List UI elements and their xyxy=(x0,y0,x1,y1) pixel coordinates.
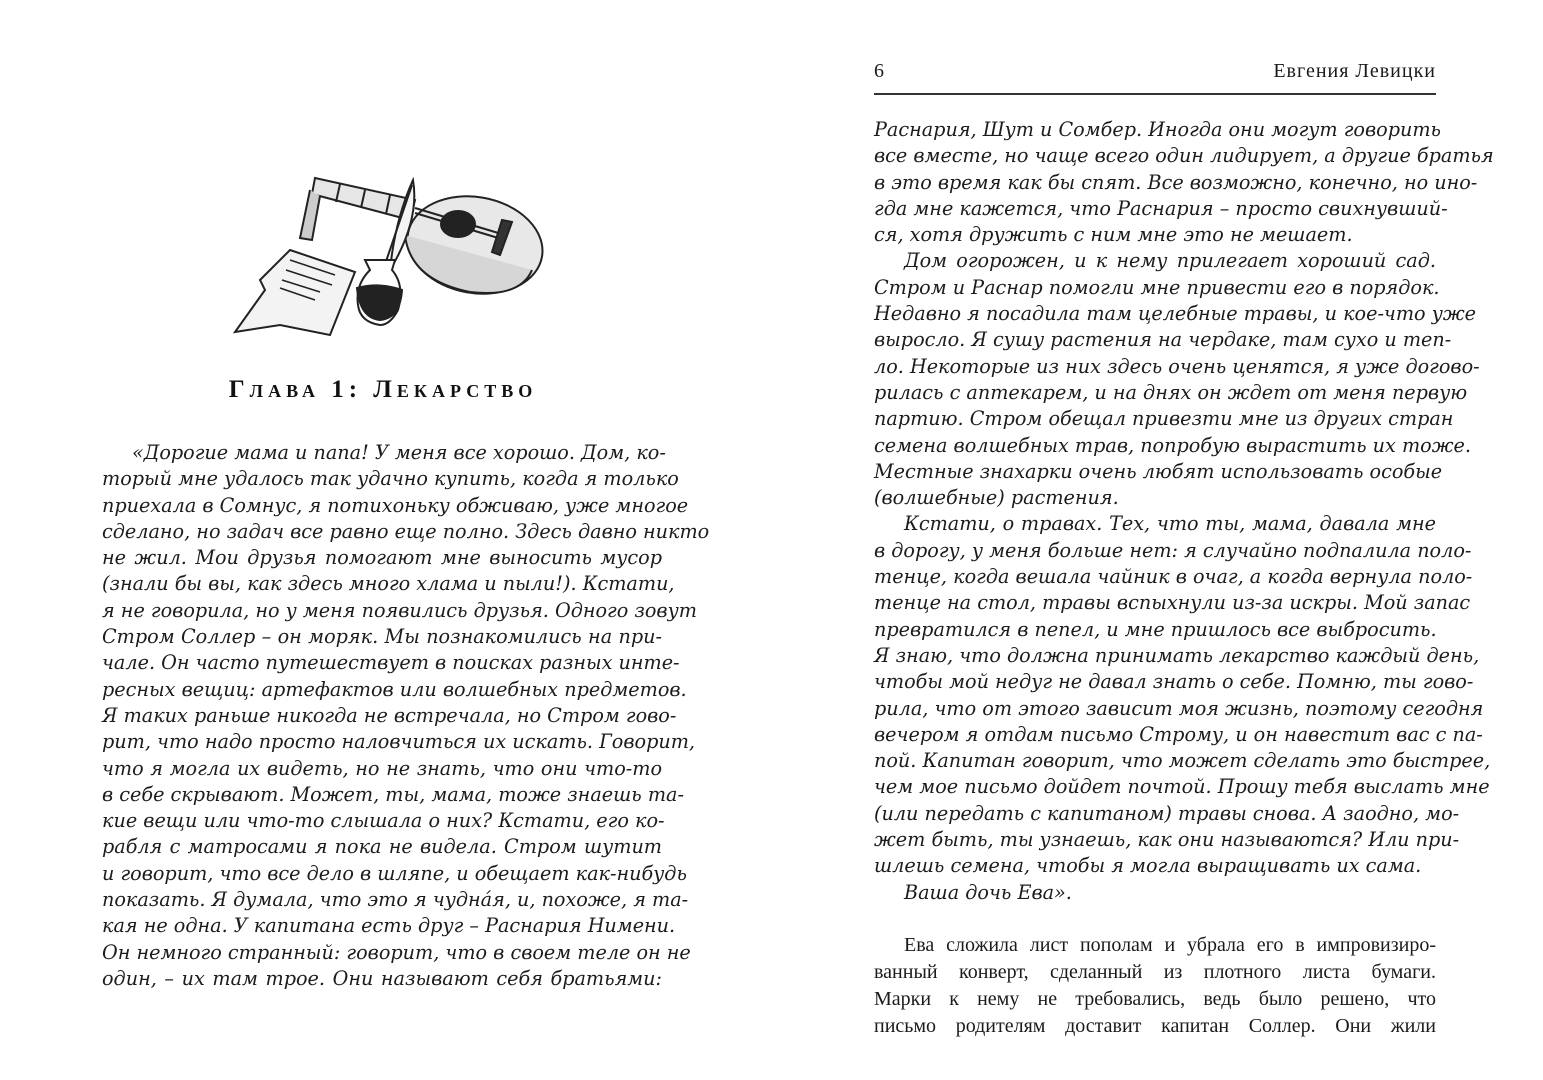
left-page xyxy=(0,0,771,1080)
text-line: Ева сложила лист пополам и убрала его в импровизиро- xyxy=(904,934,1436,956)
text-line: рилась с аптекарем, и на днях он ждет от меня первую xyxy=(874,380,1468,404)
header-rule xyxy=(874,93,1436,95)
chapter-title: Глава 1: Лекарство xyxy=(228,376,538,403)
text-line: Стром Соллер – он моряк. Мы познакомились на при- xyxy=(102,625,662,649)
text-line: (или передать с капитаном) травы снова. А заодно, мо- xyxy=(874,801,1460,825)
text-line: рит, что надо просто наловчиться их искать. Говорит, xyxy=(102,730,696,754)
text-line: один, – их там трое. Они называют себя братьями: xyxy=(102,966,662,990)
text-line: пой. Капитан говорит, что может сделать это быстрее, xyxy=(874,749,1491,773)
text-line: в это время как бы спят. Все возможно, конечно, но ино- xyxy=(874,170,1478,194)
text-line: письмо родителям доставит капитан Соллер. Они жили xyxy=(874,1015,1436,1037)
text-line: я не говорила, но у меня появились друзья. Одного зовут xyxy=(102,598,697,622)
text-line: кие вещи или что-то слышала о них? Кстати, его ко- xyxy=(102,809,665,833)
text-line: Ваша дочь Ева». xyxy=(904,880,1072,904)
text-line: тенце, когда вешала чайник в очаг, а когда вернула поло- xyxy=(874,565,1473,589)
text-line: показать. Я думала, что это я чудна́я, и, похоже, я та- xyxy=(102,888,689,912)
text-line: партию. Стром обещал привезти мне из других стран xyxy=(874,407,1454,431)
text-line: сделано, но задач все равно еще полно. Здесь давно никто xyxy=(102,519,710,543)
text-line: превратился в пепел, и мне пришлось все выбросить. xyxy=(874,617,1437,641)
text-line: Дом огорожен, и к нему прилегает хороший сад. xyxy=(904,249,1436,273)
text-line: шлешь семена, чтобы я могла выращивать их сама. xyxy=(874,854,1422,878)
right-page xyxy=(771,0,1543,1080)
letter-text-right xyxy=(874,117,1494,906)
text-line: Я знаю, что должна принимать лекарство каждый день, xyxy=(874,643,1480,667)
text-line: Стром и Раснар помогли мне привести его в порядок. xyxy=(874,275,1440,299)
author-name: Евгения Левицки xyxy=(1273,60,1436,82)
text-line: (волшебные) растения. xyxy=(874,486,1119,510)
text-line: (знали бы вы, как здесь много хлама и пыли!). Кстати, xyxy=(102,572,675,596)
text-line: «Дорогие мама и папа! У меня все хорошо. Дом, ко- xyxy=(132,441,666,464)
text-line: вечером я отдам письмо Строму, и он навестит вас с па- xyxy=(874,722,1483,746)
text-line: ся, хотя дружить с ним мне это не мешает. xyxy=(874,223,1353,247)
text-line: торый мне удалось так удачно купить, когда я только xyxy=(102,467,679,491)
text-line: Кстати, о травах. Тех, что ты, мама, давала мне xyxy=(904,512,1436,536)
text-line: в дорогу, у меня больше нет: я случайно подпалила поло- xyxy=(874,538,1472,562)
text-line: что я могла их видеть, но не знать, что они что-то xyxy=(102,756,662,780)
text-line: чале. Он часто путешествует в поисках разных инте- xyxy=(102,651,680,675)
text-line: Он немного странный: говорит, что в своем теле он не xyxy=(102,940,691,964)
text-line: Раснария, Шут и Сомбер. Иногда они могут говорить xyxy=(874,118,1441,141)
text-line: гда мне кажется, что Раснария – просто свихнувший- xyxy=(874,196,1448,220)
text-line: ванный конверт, сделанный из плотного листа бумаги. xyxy=(874,961,1436,983)
text-line: чтобы мой недуг не давал знать о себе. Помню, ты гово- xyxy=(874,670,1474,694)
running-head xyxy=(874,60,1436,90)
text-line: Местные знахарки очень любят использовать особые xyxy=(874,459,1443,483)
text-line: ресных вещиц: артефактов или волшебных предметов. xyxy=(102,677,687,701)
text-line: в себе скрывают. Может, ты, мама, тоже знаешь та- xyxy=(102,782,684,806)
text-line: не жил. Мои друзья помогают мне выносить мусор xyxy=(102,546,662,570)
text-line: ло. Некоторые из них здесь очень ценятся, я уже догово- xyxy=(874,354,1480,378)
text-line: рила, что от этого зависит моя жизнь, поэтому сегодня xyxy=(874,696,1484,720)
text-line: все вместе, но чаще всего один лидирует, а другие братья xyxy=(874,144,1494,168)
text-line: и говорит, что все дело в шляпе, и обещает как-нибудь xyxy=(102,861,687,885)
text-line: рабля с матросами я пока не видела. Стром шутит xyxy=(102,835,662,859)
lute-quill-inkwell-illustration xyxy=(220,160,560,350)
text-line: Недавно я посадила там целебные травы, и кое-что уже xyxy=(874,302,1476,326)
text-line: Марки к нему не требовались, ведь было решено, что xyxy=(874,988,1436,1010)
text-line: чем мое письмо дойдет почтой. Прошу тебя выслать мне xyxy=(874,775,1490,799)
text-line: тенце на стол, травы вспыхнули из-за искры. Мой запас xyxy=(874,591,1471,615)
text-line: жет быть, ты узнаешь, как они называются? Или при- xyxy=(874,828,1460,852)
text-line: выросло. Я сушу растения на чердаке, там сухо и теп- xyxy=(874,328,1452,352)
text-line: кая не одна. У капитана есть друг – Раснария Нимени. xyxy=(102,914,676,938)
text-line: семена волшебных трав, попробую вырастить их тоже. xyxy=(874,433,1471,457)
letter-text-left xyxy=(102,440,710,992)
page-number: 6 xyxy=(874,60,884,82)
text-line: Я таких раньше никогда не встречала, но Стром гово- xyxy=(102,703,677,727)
text-line: приехала в Сомнус, я потихоньку обживаю, уже многое xyxy=(102,493,689,517)
narrative-text xyxy=(874,932,1436,1040)
